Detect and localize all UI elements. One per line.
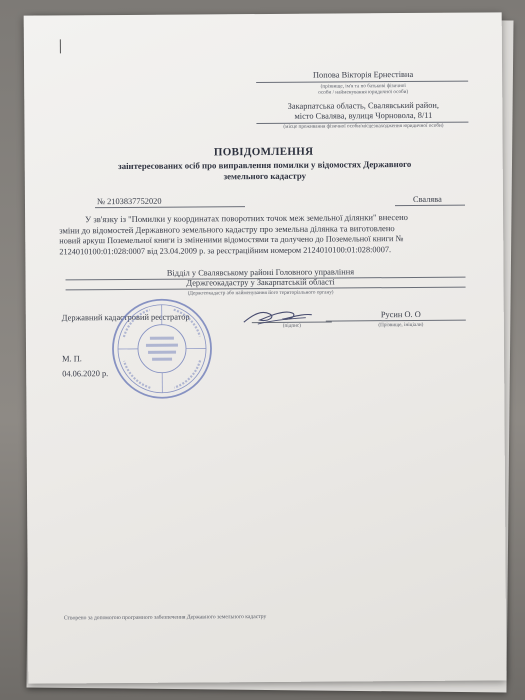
body-line-1: У зв'язку із "Помилки у координатах поворотних точок меж земельної ділянки" внесено [85, 211, 408, 225]
registrar-position: Державний кадастровий реєстратор [61, 312, 190, 323]
registrar-name-caption: (Прізвище, ініціали) [378, 321, 424, 329]
document-place: Свалява [412, 194, 442, 204]
recipient-address-caption: (місце проживання фізичної особи/місцезнаходження юридичної особи) [283, 122, 444, 130]
signature-caption: (підпис) [282, 322, 301, 329]
handwritten-signature [240, 304, 320, 329]
body-line-3: новий аркуш Поземельної книги із зміненими відомостями та долучено до Поземельної книги № [59, 234, 404, 246]
recipient-address-2: місто Свалява, вулиця Чорновола, 8/11 [294, 110, 433, 121]
authority-caption: (Держгеокадастр або найменування його територіального органу) [187, 289, 334, 297]
document-subtitle-2: земельного кадастру [223, 170, 307, 182]
body-line-4: 2124010100:01:028:0007 від 23.04.2009 р. за реєстраційним номером 2124010100:01:028:0007. [59, 245, 392, 257]
recipient-name: Попова Вікторія Ернестівна [312, 69, 414, 80]
recipient-name-caption-1: (прізвище, ім'я та по батькові фізичної [320, 83, 406, 90]
document-number: № 2103837752020 [96, 196, 162, 207]
seal-place-label: М. П. [62, 354, 82, 364]
seal-date: 04.06.2020 р. [62, 369, 109, 379]
document-place-underline [395, 205, 465, 206]
document-number-underline [95, 206, 245, 208]
document-subtitle-1: заінтересованих осіб про виправлення помилки у відомостях Державного [118, 158, 412, 172]
recipient-address-1: Закарпатська область, Свалявський район, [287, 100, 439, 111]
document-title: ПОВІДОМЛЕННЯ [213, 145, 314, 159]
authority-line-2: Держгеокадастру у Закарпатській області [186, 277, 335, 288]
footer-note: Створено за допомогою програмного забезпечення Державного земельного кадастру [63, 613, 267, 622]
recipient-name-caption-2: особи / найменування юридичної особи) [318, 88, 409, 96]
registrar-name: Русин О. О [380, 309, 421, 320]
body-line-2: зміни до відомостей Державного земельного кадастру про земельна ділянка та виготовлено [59, 223, 395, 236]
document-sheet [24, 12, 507, 683]
authority-line-1: Відділ у Свалявському районі Головного управління [166, 267, 355, 278]
official-stamp [110, 296, 215, 401]
margin-mark [60, 39, 61, 53]
